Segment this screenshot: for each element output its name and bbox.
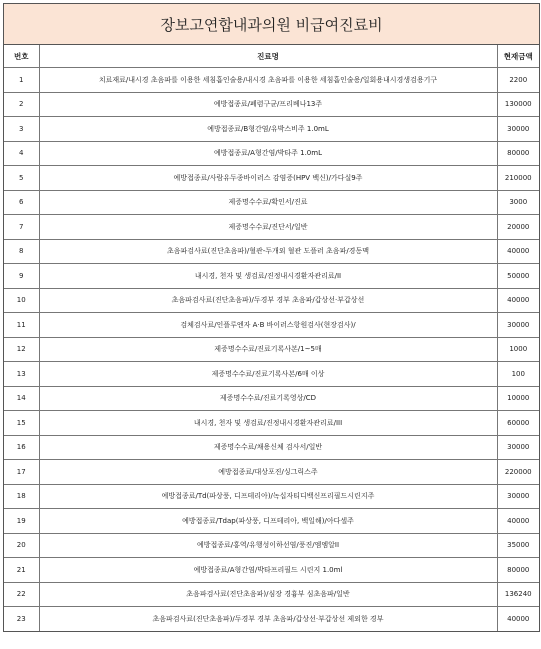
row-number: 11	[4, 313, 39, 338]
row-name: 제증명수수료/채용신체 검사서/일반	[39, 435, 497, 460]
row-price: 210000	[497, 166, 539, 191]
row-name: 예방접종료/사람유두종바이러스 감염증(HPV 백신)/가다실9주	[39, 166, 497, 191]
row-number: 18	[4, 484, 39, 509]
row-price: 2200	[497, 68, 539, 93]
sheet-title: 장보고연합내과의원 비급여진료비	[4, 4, 539, 45]
row-price: 35000	[497, 533, 539, 558]
row-number: 12	[4, 337, 39, 362]
row-name: 예방접종료/폐렴구균/프리베나13주	[39, 92, 497, 117]
row-number: 14	[4, 386, 39, 411]
table-row	[4, 117, 539, 142]
row-number: 16	[4, 435, 39, 460]
row-number: 2	[4, 92, 39, 117]
row-name: 예방접종료/A형간염/박타프리필드 시린지 1.0ml	[39, 558, 497, 583]
row-number: 17	[4, 460, 39, 485]
table-row	[4, 533, 539, 558]
row-price: 20000	[497, 215, 539, 240]
row-number: 8	[4, 239, 39, 264]
table-row	[4, 509, 539, 534]
row-number: 21	[4, 558, 39, 583]
table-row	[4, 264, 539, 289]
table-row	[4, 411, 539, 436]
row-name: 예방접종료/B형간염/유박스비주 1.0mL	[39, 117, 497, 142]
table-row	[4, 190, 539, 215]
row-price: 10000	[497, 386, 539, 411]
table-row	[4, 582, 539, 607]
row-price: 40000	[497, 607, 539, 631]
row-name: 치료재료/내시경 초음파를 이용한 세침흡인술용/내시경 초음파를 이용한 세침흡인술용/일회용내시경생검용기구	[39, 68, 497, 93]
table-row	[4, 607, 539, 631]
row-price: 100	[497, 362, 539, 387]
table-row	[4, 362, 539, 387]
row-price: 220000	[497, 460, 539, 485]
row-price: 60000	[497, 411, 539, 436]
row-price: 50000	[497, 264, 539, 289]
row-price: 30000	[497, 435, 539, 460]
row-name: 제증명수수료/진료기록영상/CD	[39, 386, 497, 411]
table-row	[4, 313, 539, 338]
row-number: 13	[4, 362, 39, 387]
table-row	[4, 435, 539, 460]
row-name: 제증명수수료/진료기록사본/6매 이상	[39, 362, 497, 387]
row-name: 제증명수수료/확인서/진료	[39, 190, 497, 215]
row-price: 30000	[497, 313, 539, 338]
row-number: 23	[4, 607, 39, 631]
table-row	[4, 288, 539, 313]
row-name: 내시경, 천자 및 생검료/진정내시경환자관리료/II	[39, 264, 497, 289]
row-name: 예방접종료/홍역/유행성이하선염/풍진/엠엠알II	[39, 533, 497, 558]
row-name: 예방접종료/Td(파상풍, 디프테리아)/녹십자티디백신프리필드시린지주	[39, 484, 497, 509]
table-row	[4, 166, 539, 191]
fee-sheet	[3, 3, 540, 632]
header-row	[4, 45, 539, 68]
row-name: 초음파검사료(진단초음파)/두경부 경부 초음파/갑상선·부갑상선	[39, 288, 497, 313]
row-price: 136240	[497, 582, 539, 607]
row-price: 80000	[497, 141, 539, 166]
row-price: 130000	[497, 92, 539, 117]
table-row	[4, 239, 539, 264]
table-row	[4, 141, 539, 166]
row-number: 10	[4, 288, 39, 313]
row-price: 40000	[497, 288, 539, 313]
row-number: 9	[4, 264, 39, 289]
header-price: 현재금액	[497, 45, 539, 68]
row-name: 초음파검사료(진단초음파)/혈관-두개외 혈관 도플러 초음파/경동맥	[39, 239, 497, 264]
table-row	[4, 68, 539, 93]
row-price: 30000	[497, 484, 539, 509]
row-number: 15	[4, 411, 39, 436]
row-price: 1000	[497, 337, 539, 362]
table-row	[4, 386, 539, 411]
row-name: 검체검사료/인플루엔자 A·B 바이러스항원검사(현장검사)/	[39, 313, 497, 338]
row-name: 제증명수수료/진료기록사본/1~5매	[39, 337, 497, 362]
table-row	[4, 558, 539, 583]
table-row	[4, 215, 539, 240]
fee-table	[4, 45, 539, 631]
row-number: 6	[4, 190, 39, 215]
table-row	[4, 337, 539, 362]
row-number: 19	[4, 509, 39, 534]
row-name: 초음파검사료(진단초음파)/두경부 경부 초음파/갑상선·부갑상선 제외한 경부	[39, 607, 497, 631]
table-row	[4, 92, 539, 117]
row-name: 제증명수수료/진단서/일반	[39, 215, 497, 240]
row-name: 예방접종료/대상포진/싱그릭스주	[39, 460, 497, 485]
row-number: 1	[4, 68, 39, 93]
row-name: 예방접종료/A형간염/박타주 1.0mL	[39, 141, 497, 166]
row-price: 30000	[497, 117, 539, 142]
row-name: 초음파검사료(진단초음파)/심장 경흉부 심초음파/일반	[39, 582, 497, 607]
row-price: 40000	[497, 239, 539, 264]
row-number: 7	[4, 215, 39, 240]
row-number: 22	[4, 582, 39, 607]
row-number: 4	[4, 141, 39, 166]
table-row	[4, 484, 539, 509]
row-price: 3000	[497, 190, 539, 215]
row-price: 80000	[497, 558, 539, 583]
header-no: 번호	[4, 45, 39, 68]
row-number: 5	[4, 166, 39, 191]
row-number: 3	[4, 117, 39, 142]
table-row	[4, 460, 539, 485]
row-name: 내시경, 천자 및 생검료/진정내시경환자관리료/III	[39, 411, 497, 436]
row-name: 예방접종료/Tdap(파상풍, 디프테리아, 백일해)/아다셀주	[39, 509, 497, 534]
header-name: 진료명	[39, 45, 497, 68]
row-price: 40000	[497, 509, 539, 534]
row-number: 20	[4, 533, 39, 558]
